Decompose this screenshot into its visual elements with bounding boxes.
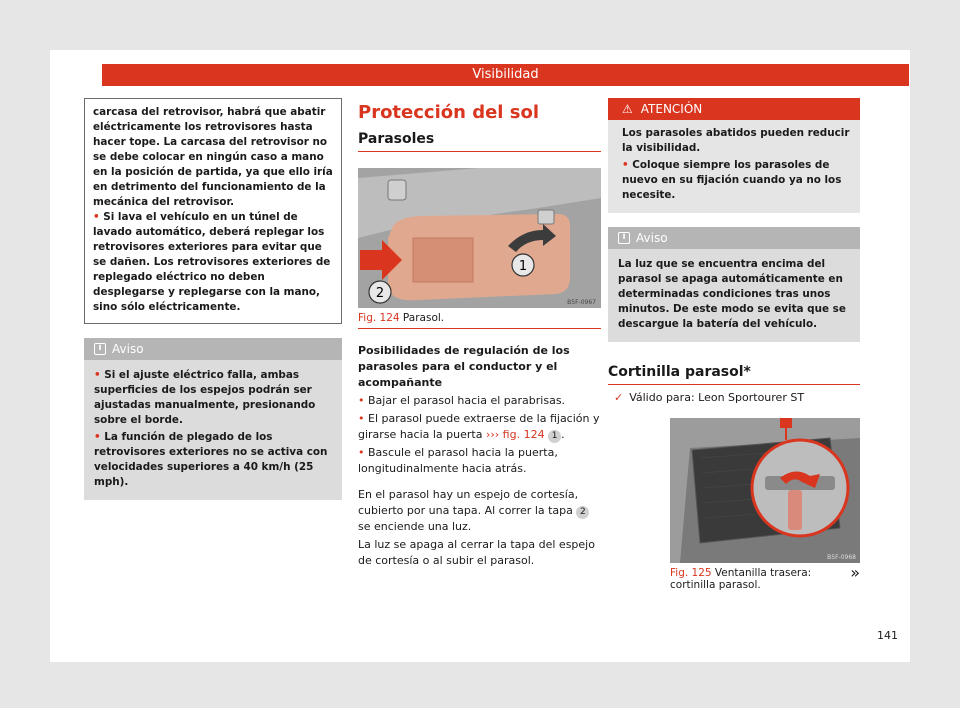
- sunblind-figure: [670, 418, 860, 563]
- figure-number: Fig. 124: [358, 312, 400, 324]
- aviso-title: Aviso: [112, 342, 144, 356]
- atencion-body: [608, 120, 860, 213]
- validity-note: ✓ Válido para: Leon Sportourer ST: [614, 391, 805, 404]
- bullet-icon: •: [93, 211, 104, 223]
- list-item: • Bascule el parasol hacia la puerta, longitudinalmente hacia atrás.: [358, 446, 558, 475]
- sunblind-illustration: [670, 418, 860, 563]
- box-bullet: • Si lava el vehículo en un túnel de lavado automático, deberá replegar los retrovisores exteriores para evitar que se dañen. Los retrovisores exteriores de replegado eléctrico no deben desplegarse y replegarse con la mano, sino sólo eléctricamente.: [93, 211, 331, 313]
- atencion-header: [608, 98, 860, 120]
- warning-icon: ⚠: [622, 102, 633, 116]
- figure-callout-1: 1: [518, 259, 528, 274]
- info-icon: i: [94, 343, 106, 355]
- aviso-text: La luz que se encuentra encima del parasol se apaga automáticamente en determinadas condiciones tras unos minutos. De este modo se evita que se descargue la batería del vehículo.: [618, 258, 846, 330]
- cortinilla-title: Cortinilla parasol*: [608, 364, 860, 385]
- mirror-info-box: [84, 98, 342, 324]
- figure-caption: [358, 312, 601, 329]
- column-3: [608, 98, 860, 591]
- mirror-paragraph: En el parasol hay un espejo de cortesía, cubierto por una tapa. Al correr la tapa 2 se enciende una luz.: [358, 487, 601, 535]
- aviso-box: [84, 338, 342, 500]
- aviso-header: [608, 227, 860, 249]
- atencion-bullet: • Coloque siempre los parasoles de nuevo en su fijación cuando ya no los necesite.: [622, 159, 842, 201]
- figure-code: B5F-0968: [827, 554, 856, 561]
- section-title: Protección del sol: [358, 102, 539, 123]
- figure-number: Fig. 125: [670, 567, 712, 579]
- check-icon: ✓: [614, 391, 624, 404]
- figure-callout-2: 2: [375, 286, 385, 301]
- light-paragraph: La luz se apaga al cerrar la tapa del espejo de cortesía o al subir el parasol.: [358, 538, 595, 567]
- column-2: [358, 98, 601, 569]
- box-paragraph: carcasa del retrovisor, habrá que abatir eléctricamente los retrovisores hasta hacer tope. La carcasa del retrovisor no se debe colocar en ningún caso a mano en la posición de partida, ya que ello iría en detrimento del funcionamiento de la mecánica del retrovisor.: [93, 106, 333, 208]
- page: [50, 50, 910, 662]
- column-1: [84, 98, 342, 500]
- figure-code: B5F-0967: [567, 299, 596, 306]
- aviso-body: [84, 360, 342, 500]
- figure-caption-text: Parasol.: [402, 312, 445, 324]
- aviso-body: [608, 249, 860, 342]
- aviso-box-2: [608, 227, 860, 342]
- callout-badge: 1: [548, 430, 561, 443]
- aviso-item: • La función de plegado de los retrovisores exteriores no se activa con velocidades superiores a 40 km/h (25 mph).: [94, 431, 328, 488]
- list-item: • El parasol puede extraerse de la fijación y girarse hacia la puerta ››› fig. 124 1 .: [358, 412, 600, 441]
- adjustment-heading: Posibilidades de regulación de los parasoles para el conductor y el acompañante: [358, 344, 570, 389]
- atencion-box: [608, 98, 860, 213]
- figure-caption-text: Ventanilla trasera: cortinilla parasol.: [670, 567, 812, 591]
- callout-badge: 2: [576, 506, 589, 519]
- adjustment-list: [358, 393, 601, 569]
- sun-visor-figure: [358, 168, 601, 308]
- info-icon: i: [618, 232, 630, 244]
- aviso-item: • Si el ajuste eléctrico falla, ambas superficies de los espejos podrán ser ajustadas manualmente, presionando sobre el borde.: [94, 369, 316, 426]
- atencion-title: ATENCIÓN: [640, 102, 703, 116]
- continue-mark: »: [850, 563, 860, 582]
- atencion-text: Los parasoles abatidos pueden reducir la visibilidad.: [622, 127, 850, 154]
- page-number: 141: [877, 629, 898, 642]
- aviso-title: Aviso: [636, 231, 668, 245]
- subsection-title: Parasoles: [358, 131, 601, 152]
- aviso-header: [84, 338, 342, 360]
- figure-link[interactable]: ››› fig. 124: [485, 428, 545, 441]
- figure-caption: [670, 563, 860, 591]
- sun-visor-illustration: [358, 168, 601, 308]
- page-header: Visibilidad: [102, 64, 909, 86]
- list-item: • Bajar el parasol hacia el parabrisas.: [358, 394, 566, 407]
